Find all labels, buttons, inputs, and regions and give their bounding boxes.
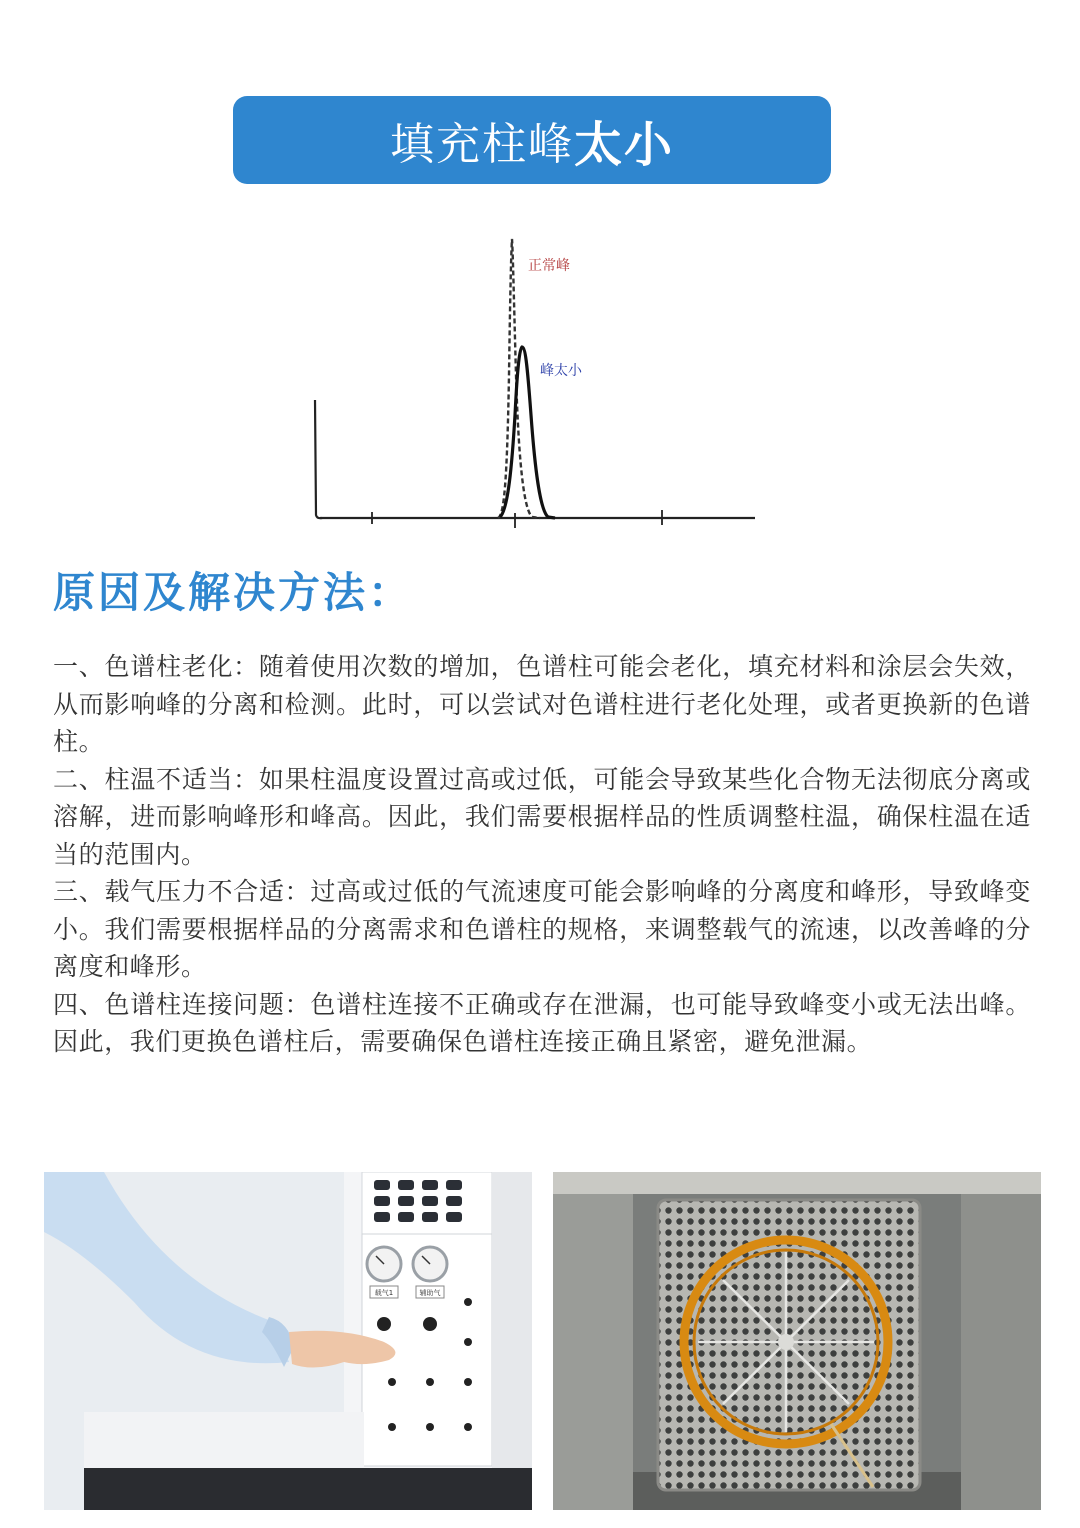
gauge-label-2: 辅助气 (419, 1289, 441, 1297)
title-bold: 太小 (573, 116, 674, 173)
section-heading: 原因及解决方法： (53, 568, 414, 617)
chromatogram-chart (300, 225, 770, 535)
chart-solvent-peak (315, 400, 322, 518)
title-normal: 填充柱峰 (389, 119, 574, 170)
title-banner (233, 96, 831, 184)
photo-column-oven (553, 1172, 1041, 1510)
photo-gc-valves (44, 1172, 532, 1510)
photo-column-oven-illustration (553, 1172, 1041, 1510)
chart-label-small: 峰太小 (540, 363, 582, 379)
body-text (53, 648, 1031, 1061)
chart-label-normal: 正常峰 (528, 258, 570, 274)
chart-series-normal-peak (498, 239, 540, 518)
paragraph-column-temperature: 二、柱温不适当：如果柱温度设置过高或过低，可能会导致某些化合物无法彻底分离或溶解，进而影响峰形和峰高。因此，我们需要根据样品的性质调整柱温，确保柱温在适当的范围内。 (53, 764, 1031, 869)
paragraph-carrier-gas: 三、载气压力不合适：过高或过低的气流速度可能会影响峰的分离度和峰形，导致峰变小。我们需要根据样品的分离需求和色谱柱的规格，来调整载气的流速，以改善峰的分离度和峰形。 (53, 877, 1031, 981)
gauge-label-1: 载气1 (374, 1289, 394, 1297)
paragraph-column-connection: 四、色谱柱连接问题：色谱柱连接不正确或存在泄漏，也可能导致峰变小或无法出峰。因此，我们更换色谱柱后，需要确保色谱柱连接正确且紧密，避免泄漏。 (53, 989, 1031, 1056)
paragraph-column-aging: 一、色谱柱老化：随着使用次数的增加，色谱柱可能会老化，填充材料和涂层会失效，从而影响峰的分离和检测。此时，可以尝试对色谱柱进行老化处理，或者更换新的色谱柱。 (53, 652, 1031, 756)
photo-gc-valves-illustration (44, 1172, 532, 1510)
